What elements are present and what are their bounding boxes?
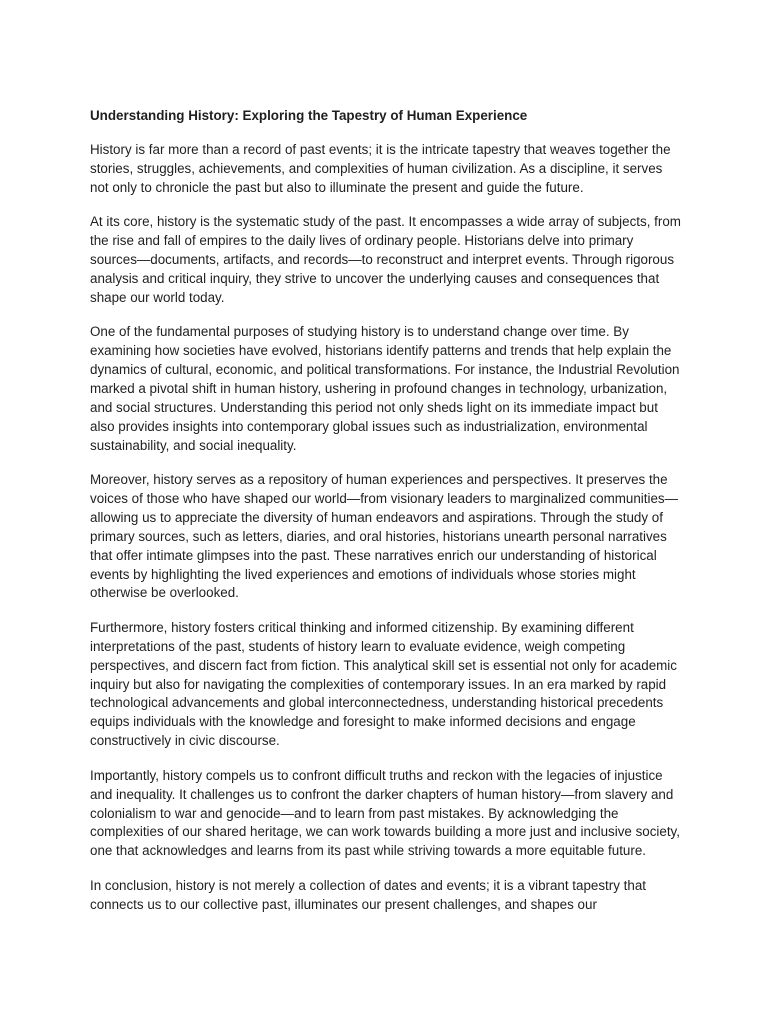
document-title: Understanding History: Exploring the Tapestry of Human Experience — [90, 108, 528, 123]
paragraph-5: Furthermore, history fosters critical thinking and informed citizenship. By examining different interpretations of the past, students of history learn to evaluate evidence, weigh competing perspectives, and discern fact from fiction. This analytical skill set is essential not only for academic inquiry but also for navigating the complexities of contemporary issues. In an era marked by rapid technological advancements and global interconnectedness, understanding historical precedents equips individuals with the knowledge and foresight to make informed decisions and engage constructively in civic discourse. — [90, 619, 677, 749]
paragraph-2: At its core, history is the systematic study of the past. It encompasses a wide array of subjects, from the rise and fall of empires to the daily lives of ordinary people. Historians delve into primary sources—documents, artifacts, and records—to reconstruct and interpret events. Through rigorous analysis and critical inquiry, they strive to uncover the underlying causes and consequences that shape our world today. — [90, 214, 681, 305]
paragraph-1: History is far more than a record of past events; it is the intricate tapestry that weaves together the stories, struggles, achievements, and complexities of human civilization. As a discipline, it serves not only to chronicle the past but also to illuminate the present and guide the future. — [90, 141, 671, 195]
paragraph-3: One of the fundamental purposes of studying history is to understand change over time. By examining how societies have evolved, historians identify patterns and trends that help explain the dynamics of cultural, economic, and political transformations. For instance, the Industrial Revolution marked a pivotal shift in human history, ushering in profound changes in technology, urbanization, and social structures. Understanding this period not only sheds light on its immediate impact but also provides insights into contemporary global issues such as industrialization, environmental sustainability, and social inequality. — [90, 324, 680, 453]
paragraph-4: Moreover, history serves as a repository of human experiences and perspectives. It preserves the voices of those who have shaped our world—from visionary leaders to marginalized communities—allowing us to appreciate the diversity of human endeavors and aspirations. Through the study of primary sources, such as letters, diaries, and oral histories, historians unearth personal narratives that offer intimate glimpses into the past. These narratives enrich our understanding of historical events by highlighting the lived experiences and emotions of individuals whose stories might otherwise be overlooked. — [90, 472, 678, 601]
paragraph-6: Importantly, history compels us to confront difficult truths and reckon with the legacies of injustice and inequality. It challenges us to confront the darker chapters of human history—from slavery and colonialism to war and genocide—and to learn from past mistakes. By acknowledging the complexities of our shared heritage, we can work towards building a more just and inclusive society, one that acknowledges and learns from its past while striving towards a more equitable future. — [90, 767, 680, 859]
paragraph-7: In conclusion, history is not merely a collection of dates and events; it is a vibrant tapestry that connects us to our collective past, illuminates our present challenges, and shapes our — [90, 877, 646, 912]
document-body — [90, 107, 682, 930]
